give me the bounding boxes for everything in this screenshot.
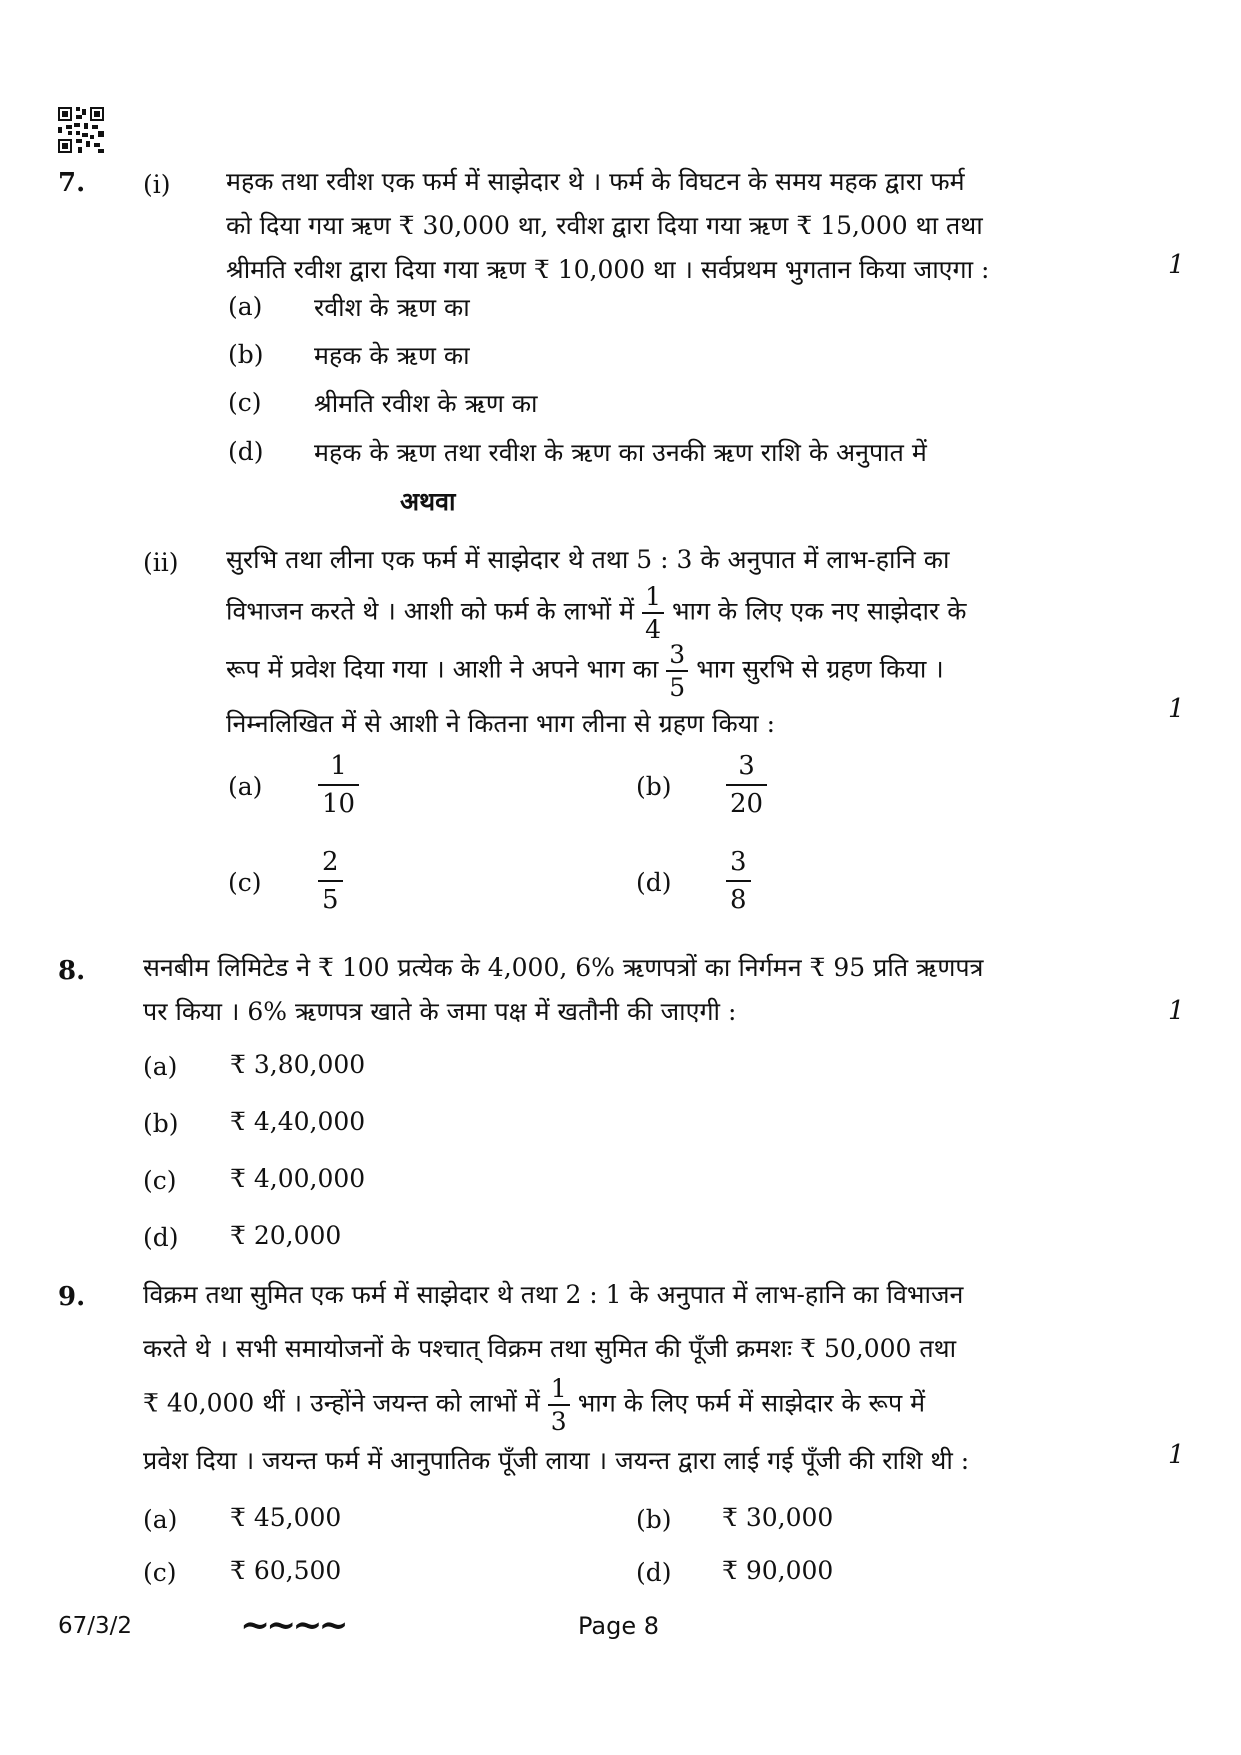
fraction-numerator: 3 xyxy=(666,642,688,672)
question-line: निम्नलिखित में से आशी ने कितना भाग लीना से ग्रहण किया : xyxy=(226,709,776,738)
option-text: ₹ 45,000 xyxy=(230,1503,342,1532)
question-text xyxy=(226,160,1126,292)
marks: 1 xyxy=(1168,694,1185,724)
option-text: ₹ 30,000 xyxy=(722,1503,834,1532)
option-letter: (a) xyxy=(143,1052,178,1081)
fraction-denominator: 20 xyxy=(730,789,764,819)
question-line xyxy=(226,584,1126,642)
marks: 1 xyxy=(1168,250,1185,280)
fraction-numerator: 2 xyxy=(318,849,343,882)
option-letter: (a) xyxy=(228,292,263,321)
sub-question-label: (i) xyxy=(143,170,171,199)
fraction xyxy=(666,642,688,700)
option-letter: (a) xyxy=(143,1505,178,1534)
fraction-denominator: 3 xyxy=(550,1407,567,1436)
question-line-segment: भाग के लिए एक नए साझेदार के xyxy=(671,596,967,626)
option-letter: (c) xyxy=(143,1166,177,1195)
question-number: 7. xyxy=(58,168,86,198)
option-text: ₹ 3,80,000 xyxy=(230,1050,366,1079)
sub-question-label: (ii) xyxy=(143,548,179,577)
option-fraction xyxy=(318,753,359,817)
option-fraction xyxy=(726,849,751,913)
option-text: ₹ 60,500 xyxy=(230,1556,342,1585)
question-line: विक्रम तथा सुमित एक फर्म में साझेदार थे तथा 2 : 1 के अनुपात में लाभ-हानि का विभाजन xyxy=(143,1280,964,1309)
question-text xyxy=(143,946,1126,1034)
fraction-numerator: 1 xyxy=(318,753,359,786)
option-letter: (c) xyxy=(228,868,262,897)
marks: 1 xyxy=(1168,996,1185,1026)
question-line: महक तथा रवीश एक फर्म में साझेदार थे । फर्म के विघटन के समय महक द्वारा फर्म xyxy=(226,167,965,196)
question-line-segment: भाग के लिए फर्म में साझेदार के रूप में xyxy=(577,1388,926,1418)
question-line-segment: रूप में प्रवेश दिया गया । आशी ने अपने भाग का xyxy=(226,654,659,684)
option-letter: (d) xyxy=(143,1223,179,1252)
fraction-denominator: 5 xyxy=(322,885,339,915)
question-number: 8. xyxy=(58,956,86,986)
question-text xyxy=(226,536,1126,748)
option-text: श्रीमति रवीश के ऋण का xyxy=(314,389,538,418)
question-line: को दिया गया ऋण ₹ 30,000 था, रवीश द्वारा दिया गया ऋण ₹ 15,000 था तथा xyxy=(226,211,983,240)
question-line-segment: भाग सुरभि से ग्रहण किया । xyxy=(696,654,944,684)
fraction xyxy=(642,584,664,642)
fraction-denominator: 5 xyxy=(669,673,686,702)
fraction-denominator: 8 xyxy=(730,885,747,915)
question-line-segment: ₹ 40,000 थीं । उन्होंने जयन्त को लाभों में xyxy=(143,1388,540,1418)
or-separator: अथवा xyxy=(400,487,456,516)
option-letter: (d) xyxy=(636,868,672,897)
question-line-segment: विभाजन करते थे । आशी को फर्म के लाभों में xyxy=(226,596,635,626)
option-fraction xyxy=(318,849,343,913)
fraction-numerator: 3 xyxy=(726,849,751,882)
paper-code: 67/3/2 xyxy=(58,1613,133,1639)
option-letter: (b) xyxy=(636,1505,672,1534)
question-line: पर किया । 6% ऋणपत्र खाते के जमा पक्ष में खतौनी की जाएगी : xyxy=(143,997,737,1026)
fraction xyxy=(548,1376,570,1434)
option-letter: (a) xyxy=(228,772,263,801)
question-line: सनबीम लिमिटेड ने ₹ 100 प्रत्येक के 4,000, 6% ऋणपत्रों का निर्गमन ₹ 95 प्रति ऋणपत्र xyxy=(143,953,984,982)
fraction-numerator: 1 xyxy=(642,584,664,614)
page-number: Page 8 xyxy=(578,1612,659,1640)
fraction-denominator: 10 xyxy=(322,789,356,819)
marks: 1 xyxy=(1168,1440,1185,1470)
option-text: ₹ 4,40,000 xyxy=(230,1107,366,1136)
option-letter: (b) xyxy=(228,340,264,369)
fraction-numerator: 3 xyxy=(726,753,767,786)
question-text xyxy=(143,1268,1126,1488)
footer-wave-mark: ~~~~ xyxy=(240,1604,345,1646)
option-letter: (c) xyxy=(143,1558,177,1587)
option-fraction xyxy=(726,753,767,817)
option-letter: (b) xyxy=(636,772,672,801)
option-text: रवीश के ऋण का xyxy=(314,293,470,322)
option-letter: (d) xyxy=(228,437,264,466)
fraction-numerator: 1 xyxy=(548,1376,570,1406)
fraction-denominator: 4 xyxy=(645,615,661,644)
option-text: ₹ 90,000 xyxy=(722,1556,834,1585)
option-letter: (d) xyxy=(636,1558,672,1587)
option-letter: (b) xyxy=(143,1109,179,1138)
option-text: ₹ 20,000 xyxy=(230,1221,342,1250)
option-text: महक के ऋण तथा रवीश के ऋण का उनकी ऋण राशि के अनुपात में xyxy=(314,438,927,467)
question-line xyxy=(226,642,1126,700)
option-text: ₹ 4,00,000 xyxy=(230,1164,366,1193)
question-line: सुरभि तथा लीना एक फर्म में साझेदार थे तथा 5 : 3 के अनुपात में लाभ-हानि का xyxy=(226,545,950,574)
question-line: श्रीमति रवीश द्वारा दिया गया ऋण ₹ 10,000 था । सर्वप्रथम भुगतान किया जाएगा : xyxy=(226,255,990,284)
option-letter: (c) xyxy=(228,388,262,417)
question-line xyxy=(143,1376,1126,1434)
question-line: करते थे । सभी समायोजनों के पश्चात् विक्रम तथा सुमित की पूँजी क्रमशः ₹ 50,000 तथा xyxy=(143,1334,957,1363)
question-number: 9. xyxy=(58,1282,86,1312)
option-text: महक के ऋण का xyxy=(314,341,470,370)
qr-code-icon xyxy=(58,107,104,153)
question-line: प्रवेश दिया । जयन्त फर्म में आनुपातिक पूँजी लाया । जयन्त द्वारा लाई गई पूँजी की राशि थी : xyxy=(143,1446,970,1475)
